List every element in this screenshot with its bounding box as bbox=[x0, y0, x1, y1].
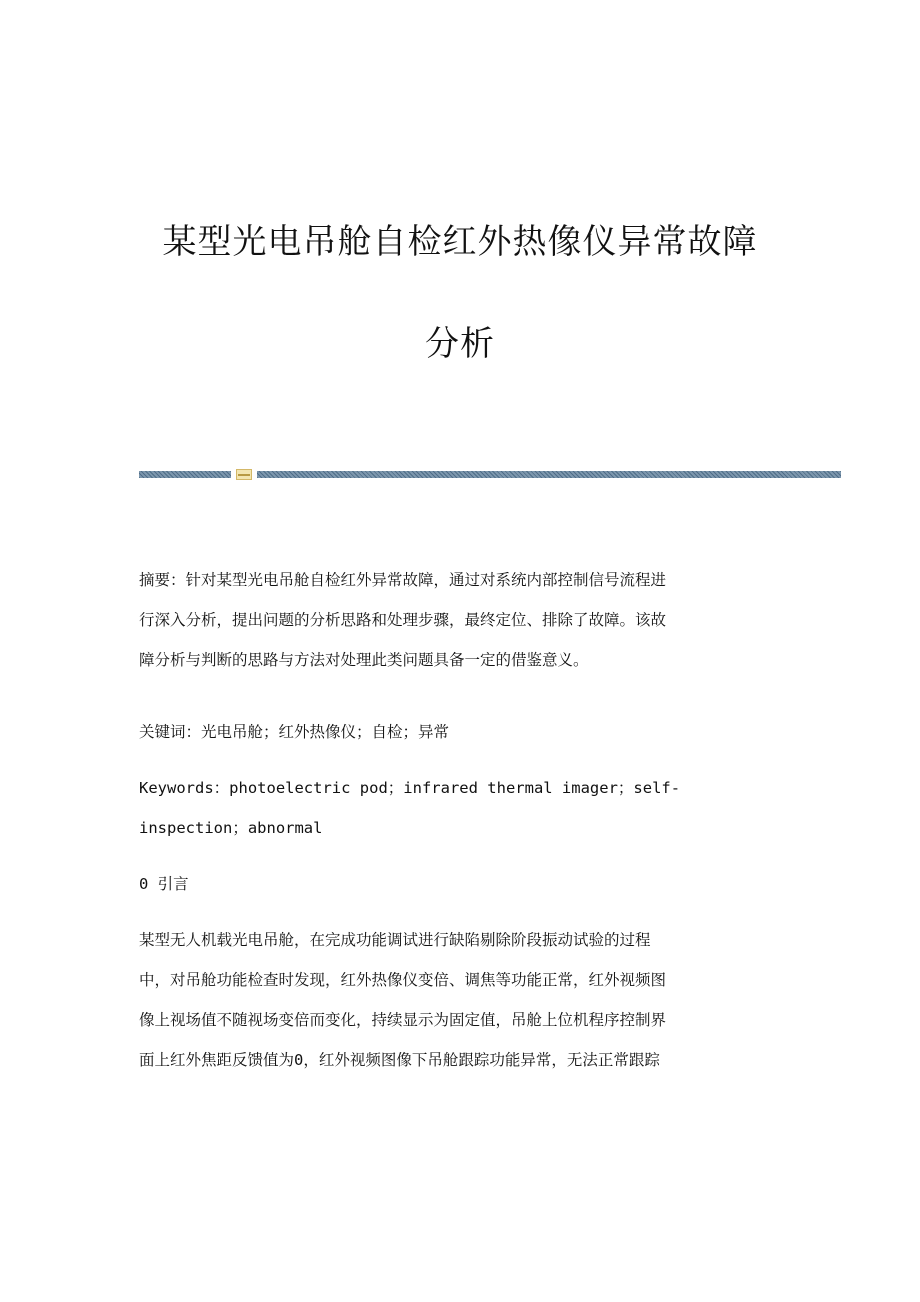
intro-line: 中，对吊舱功能检查时发现，红外热像仪变倍、调焦等功能正常，红外视频图 bbox=[139, 971, 667, 989]
abstract-line: 摘要：针对某型光电吊舱自检红外异常故障，通过对系统内部控制信号流程进 bbox=[139, 571, 667, 589]
document-title-line-1: 某型光电吊舱自检红外热像仪异常故障 bbox=[162, 222, 758, 262]
keywords-chinese bbox=[139, 712, 779, 752]
abstract-line: 行深入分析，提出问题的分析思路和处理步骤，最终定位、排除了故障。该故 bbox=[139, 611, 667, 629]
introduction-paragraph bbox=[139, 920, 779, 1080]
divider-ornament-icon bbox=[236, 469, 252, 480]
intro-line: 像上视场值不随视场变倍而变化，持续显示为固定值，吊舱上位机程序控制界 bbox=[139, 1011, 667, 1029]
section-heading bbox=[139, 864, 779, 904]
divider-bar-left bbox=[139, 471, 231, 478]
document-title-line-2: 分析 bbox=[425, 324, 495, 364]
section-heading-text: 0 引言 bbox=[139, 875, 189, 893]
intro-line: 面上红外焦距反馈值为0，红外视频图像下吊舱跟踪功能异常，无法正常跟踪 bbox=[139, 1051, 660, 1069]
abstract-line: 障分析与判断的思路与方法对处理此类问题具备一定的借鉴意义。 bbox=[139, 651, 589, 669]
keywords-english bbox=[139, 768, 779, 848]
keywords-chinese-text: 关键词：光电吊舱；红外热像仪；自检；异常 bbox=[139, 723, 450, 741]
abstract-paragraph bbox=[139, 560, 779, 680]
decorative-divider bbox=[139, 471, 841, 480]
divider-bar-right bbox=[257, 471, 841, 478]
keywords-english-line: Keywords：photoelectric pod；infrared thermal imager；self- bbox=[139, 779, 681, 797]
intro-line: 某型无人机载光电吊舱，在完成功能调试进行缺陷剔除阶段振动试验的过程 bbox=[139, 931, 651, 949]
keywords-english-line: inspection；abnormal bbox=[139, 819, 323, 837]
